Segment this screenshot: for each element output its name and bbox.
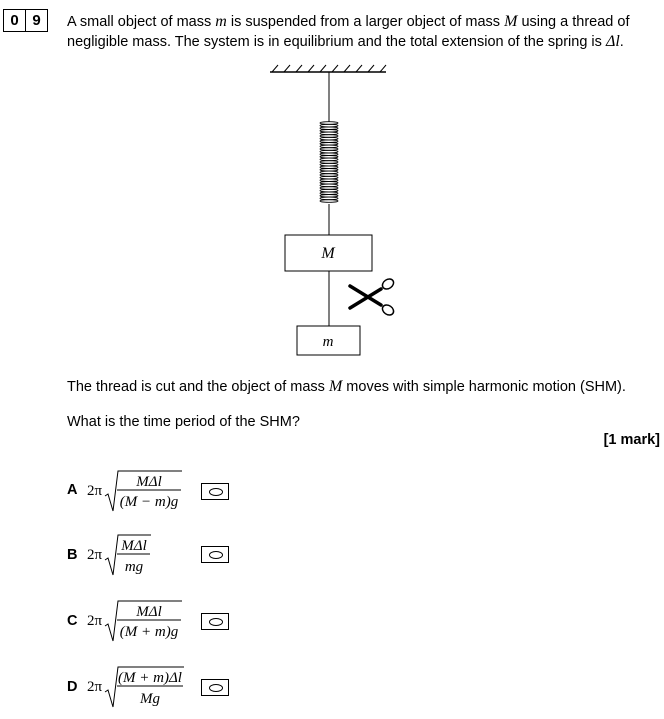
option-a-letter: A (67, 482, 78, 498)
option-a[interactable] (67, 468, 307, 518)
option-b-numerator: MΔl (121, 538, 147, 554)
spring-coils (320, 122, 338, 203)
stem-large-mass-symbol: M (504, 13, 518, 30)
spring-mass-diagram (260, 60, 420, 360)
question-number-digit-2: 9 (26, 9, 48, 32)
option-d-letter: D (67, 679, 78, 695)
question-number (3, 9, 48, 32)
thread-text-2: moves with simple harmonic motion (SHM). (342, 379, 626, 395)
option-b-answer-bubble[interactable] (201, 546, 229, 563)
option-b-prefix: 2π (87, 547, 103, 563)
stem-text-1: A small object of mass (67, 14, 216, 30)
option-c-letter: C (67, 613, 78, 629)
small-mass-label: m (322, 334, 334, 350)
option-c-prefix: 2π (87, 613, 103, 629)
spring-coil (320, 200, 338, 203)
scissors-icon (350, 277, 395, 317)
option-d-denominator: Mg (140, 691, 160, 707)
option-b-formula (87, 532, 207, 580)
stem-text-4: . (619, 34, 624, 50)
option-d[interactable] (67, 664, 307, 714)
option-a-prefix: 2π (87, 483, 103, 499)
option-b-denominator: mg (124, 559, 144, 575)
option-d-prefix: 2π (87, 679, 103, 695)
option-b[interactable] (67, 532, 307, 582)
option-a-answer-bubble[interactable] (201, 483, 229, 500)
thread-text-1: The thread is cut and the object of mass (67, 379, 329, 395)
large-mass-label: M (321, 245, 335, 262)
stem-text-2: is suspended from a larger object of mass (226, 14, 505, 30)
option-a-denominator: (M − m)g (119, 494, 179, 510)
option-c-formula (87, 598, 207, 646)
option-c[interactable] (67, 598, 307, 648)
option-c-numerator: MΔl (136, 604, 162, 620)
option-d-answer-bubble[interactable] (201, 679, 229, 696)
option-a-numerator: MΔl (136, 474, 162, 490)
question-stem (67, 12, 657, 52)
option-d-formula (87, 664, 207, 712)
option-c-answer-bubble[interactable] (201, 613, 229, 630)
question-prompt: What is the time period of the SHM? (67, 414, 300, 430)
thread-mass-symbol: M (328, 378, 343, 395)
stem-extension-symbol: Δl (605, 33, 620, 50)
ceiling-support (270, 65, 386, 72)
stem-small-mass-symbol: m (215, 13, 227, 30)
thread-cut-text (67, 378, 626, 396)
option-b-letter: B (67, 547, 78, 563)
mark-allocation: [1 mark] (603, 432, 660, 448)
stem-text-3: using a thread of negligible mass. The system is in equilibrium and the total extension of the spring is (67, 14, 630, 50)
question-number-digit-1: 0 (3, 9, 26, 32)
option-c-denominator: (M + m)g (119, 624, 179, 640)
option-d-numerator: (M + m)Δl (118, 670, 182, 686)
option-a-formula (87, 468, 207, 516)
